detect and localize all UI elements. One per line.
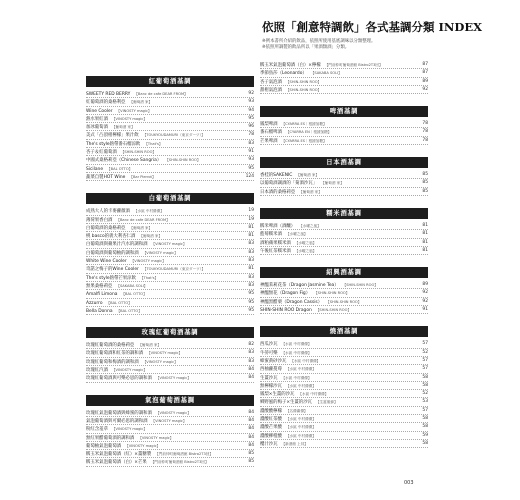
entry-page-number: 57 (420, 357, 428, 365)
entry-page-number: 95 (246, 115, 254, 123)
entry-source: 【VINOSTY magic】 (155, 376, 191, 381)
entry-page-number: 81 (246, 265, 254, 273)
entry-name: 桃 basco的義大利杏仁酒 (86, 234, 136, 240)
page-title: 依照「創意特調飲」各式基調分類 INDEX (262, 20, 483, 34)
entry-page-number: 93 (246, 98, 254, 106)
entry-name: 紅葡萄酒的桑格利亞 (86, 100, 126, 106)
entry-source: 【SAKABA SOLI】 (310, 71, 342, 76)
entry-source: 【水區 中村優優】 (285, 383, 316, 388)
entry-name: 糯玉米氣泡葡萄酒（白）×芒果 (86, 460, 147, 466)
index-entry (86, 131, 254, 139)
entry-page-number: 81 (420, 222, 428, 230)
entry-page-number: 85 (246, 450, 254, 458)
index-entry (260, 374, 428, 382)
index-entry (86, 240, 254, 248)
index-entry (86, 417, 254, 425)
entry-source: 【水區 中村優優】 (281, 342, 312, 347)
index-entry (86, 299, 254, 307)
index-entry (260, 298, 428, 306)
entry-name: 日本酒的桑格莉亞 (260, 189, 296, 195)
page-subtitle (262, 39, 430, 51)
entry-page-number: 78 (420, 120, 428, 128)
section-header: 玫瑰紅葡萄酒基調 (86, 327, 254, 338)
entry-page-number: 95 (246, 290, 254, 298)
entry-name: 薄荷果香白酒 (86, 217, 113, 223)
entry-name: 以葡萄酒調酒的「菊酒沙瓦」 (260, 181, 318, 187)
entry-source: 【門前仲町葡萄酒館 Bistro2T3回】 (150, 460, 209, 465)
entry-source: 【水曜之風】 (294, 240, 317, 245)
entry-name: 杏子氣泡酒 (260, 79, 282, 85)
entry-page-number: 83 (246, 349, 254, 357)
entry-name: SHIN-SHIN ROO Dragon (260, 308, 312, 314)
index-entry (260, 415, 428, 423)
section-header: 氣泡葡萄酒基調 (86, 395, 254, 406)
entry-name: 蔬菜自製HOT Wine (86, 174, 126, 180)
entry-source: 【SHIN-SHIN ROO】 (285, 87, 322, 92)
entry-name: 糯玉米氣泡葡萄酒（紅）×薑糖漿 (86, 452, 152, 458)
entry-name: The's style熱帶芒果涼飲 (86, 275, 136, 281)
index-entry (260, 440, 428, 448)
entry-page-number: 91 (420, 306, 428, 314)
entry-name: 無紅果醋葡萄酒的調和酒 (86, 435, 135, 441)
index-entry (86, 257, 254, 265)
index-entry (86, 307, 254, 315)
index-entry (86, 173, 254, 181)
entry-name: 神醞無花（Dragon Fig） (260, 291, 311, 297)
entry-source: 【水區 中村優優】 (285, 425, 316, 430)
index-entry (260, 432, 428, 440)
entry-page-number: 94 (246, 107, 254, 115)
entry-name: 奇諾之梅子的Wine Cooler (86, 267, 139, 273)
entry-name: 白葡萄酒與蘋果汁汽水的調和酒 (86, 242, 148, 248)
entry-source: 【門前仲町葡萄酒館 Bistro2T3回】 (324, 63, 383, 67)
entry-source: 【門前仲町葡萄酒館 Bistro2T3回】 (155, 452, 213, 457)
entry-source: 【VINOSTY magic】 (155, 410, 191, 415)
index-entry (260, 423, 428, 431)
index-entry (86, 123, 254, 131)
entry-name: 濃酸酸檸檬 (260, 408, 282, 414)
entry-page-number: 84 (246, 434, 254, 442)
entry-page-number: 124 (244, 173, 254, 181)
index-entry (86, 358, 254, 366)
entry-name: 成熟大人的卡麥蘿薇酒 (86, 209, 130, 215)
entry-source: 【VINOSTY magic】 (111, 368, 147, 373)
entry-name: 蜂蜜黃砂沙瓦 (260, 358, 287, 364)
entry-page-number: 57 (420, 365, 428, 373)
index-entry (86, 107, 254, 115)
entry-source: 【SHIN-SHIN ROO】 (315, 308, 352, 313)
entry-name: 季節鳥莎（Leonardo） (260, 71, 307, 77)
entry-source: 【SHIN-SHIN ROO】 (342, 283, 378, 288)
index-entry (86, 349, 254, 357)
entry-source: 【水區 中村優優】 (285, 433, 316, 438)
index-entry (86, 458, 254, 466)
entry-source: 【SHIN-SHIN ROO】 (285, 79, 322, 84)
entry-source: 【葡萄酒 家】 (129, 225, 153, 230)
entry-source: 【水區 中村優優】 (133, 209, 164, 214)
index-entry (86, 90, 254, 98)
entry-name: 糯米啤酒（酒釀） (260, 223, 296, 229)
entry-page-number: 83 (246, 140, 254, 148)
entry-page-number: 83 (246, 257, 254, 265)
entry-name: 葡萄柚氣泡葡萄酒 (86, 443, 122, 449)
index-entry (260, 128, 428, 136)
entry-page-number: 81 (420, 247, 428, 255)
index-entry (86, 290, 254, 298)
entry-source: 【名優庸優】 (285, 408, 308, 413)
index-entry (260, 289, 428, 297)
index-entry (260, 349, 428, 357)
entry-name: 加冰葡萄酒 (86, 125, 108, 131)
entry-name: 西柚蘿蔓莓 (260, 367, 282, 373)
entry-page-number: 95 (246, 165, 254, 173)
subtitle-line: ※依照所調製的飲品所以「果酒類酒」分類。 (262, 45, 350, 51)
index-entry (86, 165, 254, 173)
index-entry (86, 98, 254, 106)
index-entry (86, 224, 254, 232)
entry-name: The's style熱帶番石榴涼飲 (86, 141, 141, 147)
entry-name: 香桂的SAKENIC (260, 173, 293, 179)
entry-page-number: 87 (420, 69, 428, 77)
entry-page-number: 95 (246, 307, 254, 315)
entry-page-number: 84 (246, 417, 254, 425)
entry-source: 【水區 中村優優】 (290, 358, 321, 363)
entry-page-number: 93 (246, 156, 254, 164)
entry-page-number: 59 (420, 432, 428, 440)
index-entry (86, 265, 254, 273)
entry-name: 糯玉米氣泡葡萄酒（白）×檸檬 (260, 63, 321, 68)
entry-source: 【葡萄酒 家】 (139, 234, 163, 239)
entry-page-number: 96 (246, 123, 254, 131)
index-entry (260, 188, 428, 196)
entry-source: 【VINOSTY magic】 (125, 443, 161, 448)
index-entry (86, 409, 254, 417)
entry-name: 芒果啤酒 (260, 138, 278, 144)
entry-page-number: 82 (246, 341, 254, 349)
entry-source: 【Banc de cafe DEAR FROM】 (116, 217, 170, 222)
entry-page-number: 52 (420, 349, 428, 357)
index-entry (86, 232, 254, 240)
entry-source: 【水區 中村優優】 (281, 350, 312, 355)
entry-page-number: 84 (246, 366, 254, 374)
entry-page-number: 58 (420, 415, 428, 423)
entry-page-number: 58 (420, 382, 428, 390)
entry-source: 【VINOSTY magic】 (130, 259, 166, 264)
entry-name: 白葡萄酒與葡萄柚的調和酒 (86, 250, 139, 256)
entry-source: 【葡萄酒 家】 (129, 100, 153, 105)
index-entry (260, 86, 428, 94)
entry-page-number: 19 (246, 216, 254, 224)
entry-page-number: 92 (420, 298, 428, 306)
entry-source: 【葡萄酒 家】 (138, 343, 162, 348)
index-entry (260, 137, 428, 145)
entry-page-number: 52 (420, 390, 428, 398)
index-entry (86, 216, 254, 224)
entry-name: 西瓜沙瓦 (260, 342, 278, 348)
entry-source: 【水區 中村優優】 (285, 417, 316, 422)
entry-name: 濃酸芒果酸 (260, 425, 282, 431)
entry-name: 美式「凸頂柑檸檬」果汁飲 (86, 133, 139, 139)
entry-source: 【BAL OTTO】 (107, 166, 133, 171)
entry-source: 【水區 中村優優】 (298, 392, 329, 397)
entry-source: 【VINOSTY magic】 (111, 427, 147, 432)
index-entry (86, 374, 254, 382)
entry-page-number: 78 (246, 131, 254, 139)
index-entry (260, 171, 428, 179)
entry-name: 生薑沙瓦 (260, 375, 278, 381)
entry-source: 【水區 中村優優】 (281, 375, 312, 380)
entry-source: 【BAL OTTO】 (116, 308, 142, 313)
entry-source: 【水曜之風】 (299, 223, 321, 228)
entry-name: 無檸檬沙瓦 (260, 383, 282, 389)
entry-page-number: 85 (420, 179, 428, 187)
entry-page-number: 84 (246, 442, 254, 450)
entry-name: 藍莓糯米酒 (260, 232, 282, 238)
entry-source: 【葡萄酒 家】 (321, 181, 344, 186)
index-entry (86, 115, 254, 123)
index-entry (260, 407, 428, 415)
entry-page-number: 58 (420, 440, 428, 448)
entry-source: 【CYARRA EN｜根據加糖】 (285, 130, 332, 135)
entry-name: 無果桑格莉亞 (86, 283, 113, 289)
entry-source: 【SHIN-SHIN ROO】 (120, 150, 156, 155)
entry-source: 【CYARRA ES｜根據加糖】 (281, 138, 327, 143)
entry-page-number: 58 (420, 423, 428, 431)
entry-source: 【Bar Pierrot】 (129, 174, 156, 179)
index-entry (86, 442, 254, 450)
entry-name: 玫瑰紅葡萄和梅酒的調和酒 (86, 359, 139, 365)
index-entry (260, 306, 428, 314)
index-entry (86, 274, 254, 282)
section-header: 白葡萄酒基調 (86, 193, 254, 204)
index-entry (260, 179, 428, 187)
entry-source: 【BAL OTTO】 (121, 292, 147, 297)
entry-page-number: 83 (246, 240, 254, 248)
entry-page-number: 58 (420, 374, 428, 382)
entry-name: 玫瑰紅汽酒 (86, 368, 108, 374)
left-column (86, 76, 254, 467)
entry-name: 白葡萄酒的桑格莉亞 (86, 225, 126, 231)
section-header: 紅葡萄酒基調 (86, 76, 254, 87)
entry-source: 【水曜之風】 (294, 248, 317, 253)
entry-page-number: 83 (246, 282, 254, 290)
index-entry (86, 425, 254, 433)
entry-source: 【水曜之風】 (285, 232, 308, 237)
entry-page-number: 53 (420, 398, 428, 406)
entry-page-number: 81 (246, 232, 254, 240)
entry-source: 【SHIN-SHIN ROO】 (326, 299, 362, 304)
entry-source: 【新酒館 上邦】 (281, 441, 308, 446)
index-entry (260, 382, 428, 390)
index-entry (260, 239, 428, 247)
entry-page-number: 92 (420, 289, 428, 297)
entry-name: 櫻汁沙瓦 (260, 441, 278, 447)
entry-name: 熱水果紅酒 (86, 116, 108, 122)
entry-source: 【Banc de cafe DEAR FROM】 (134, 92, 188, 96)
index-entry (260, 120, 428, 128)
entry-name: Bella Donna (86, 308, 113, 314)
entry-page-number: 84 (246, 409, 254, 417)
section-header: 日本酒基調 (260, 157, 428, 168)
index-entry (260, 281, 428, 289)
entry-name: 杏子＆紅葡萄酒 (86, 150, 117, 156)
entry-name: 鄉野風的梅子×生薑的沙瓦 (260, 400, 312, 406)
entry-name: 玫瑰紅氣泡葡萄酒與蜂蜜的調和酒 (86, 410, 152, 416)
entry-page-number: 83 (246, 358, 254, 366)
entry-page-number: 85 (420, 171, 428, 179)
entry-source: 【TOUKYOUDAMURI（東京ダーツ）】 (142, 267, 206, 272)
section-header: 啤酒基調 (260, 106, 428, 117)
right-column (260, 61, 428, 448)
index-entry (260, 398, 428, 406)
entry-name: 牛蒡可樂 (260, 350, 278, 356)
entry-page-number: 92 (420, 86, 428, 94)
entry-source: 【That's】 (144, 141, 163, 146)
entry-page-number: 83 (246, 249, 254, 257)
entry-page-number: 85 (246, 458, 254, 466)
index-entry (260, 230, 428, 238)
entry-name: 神醞黑醋栗（Dragon Cassis） (260, 299, 323, 305)
index-entry (260, 390, 428, 398)
index-entry (86, 366, 254, 374)
index-entry (86, 249, 254, 257)
entry-source: 【BAL OTTO】 (106, 300, 132, 305)
entry-source: 【SHIN-SHIN ROO】 (165, 158, 201, 163)
index-entry (86, 148, 254, 156)
entry-name: 中國式桑格莉亞（Chinese Sangria） (86, 158, 162, 164)
entry-page-number: 91 (246, 148, 254, 156)
entry-source: 【VINOSTY magic】 (142, 359, 178, 364)
entry-name: Azzurro (86, 300, 103, 306)
entry-source: 【VINOSTY magic】 (116, 108, 152, 113)
entry-name: 玫瑰紅葡萄酒的桑格莉亞 (86, 343, 135, 349)
entry-source: 【VINOSTY magic】 (147, 351, 183, 356)
index-entry (86, 207, 254, 215)
index-entry (86, 450, 254, 458)
index-entry (86, 434, 254, 442)
entry-name: 氣泡葡萄酒與可爾必思的調和酒 (86, 418, 148, 424)
entry-name: 鳳梨×生薑的沙瓦 (260, 392, 295, 398)
index-entry (86, 140, 254, 148)
entry-name: Sicilane (86, 166, 104, 172)
index-entry (86, 341, 254, 349)
entry-page-number: 78 (420, 137, 428, 145)
entry-name: SWEETY RED BERRY (86, 92, 131, 97)
entry-name: White Wine Cooler (86, 259, 127, 265)
entry-name: 濃酸柳橙酸 (260, 433, 282, 439)
entry-page-number: 81 (420, 239, 428, 247)
entry-page-number: 92 (246, 90, 254, 98)
entry-source: 【VINOSTY magic】 (151, 242, 187, 247)
index-entry (260, 61, 428, 69)
entry-name: 濃酸紅茶酸 (260, 417, 282, 423)
entry-page-number: 83 (246, 274, 254, 282)
entry-name: 玫瑰紅葡萄酒和紅茶的調和酒 (86, 351, 144, 357)
entry-source: 【That's】 (139, 275, 159, 280)
entry-source: 【水區 中村優優】 (285, 367, 316, 372)
entry-source: 【VINOSTY magic】 (138, 435, 174, 440)
entry-source: 【CYARRA ES｜根據加糖】 (281, 122, 327, 127)
entry-source: 【TOUKYOUDAMURI（東京ダーツ）】 (142, 133, 205, 138)
entry-source: 【VINOSTY magic】 (111, 116, 147, 121)
entry-name: Amalfi Limona (86, 292, 118, 298)
index-header (262, 20, 483, 51)
entry-page-number: 87 (420, 61, 428, 69)
entry-page-number: 57 (420, 340, 428, 348)
entry-source: 【SAKABA SOLI】 (116, 283, 148, 288)
entry-page-number: 57 (420, 407, 428, 415)
page-number: 003 (404, 480, 414, 486)
entry-source: 【VINOSTY magic】 (142, 250, 178, 255)
entry-source: 【生薑蜜蜂】 (315, 400, 338, 405)
entry-name: 神醞茉莉花茶（Dragon Jasmine Tea） (260, 283, 339, 289)
entry-name: 甜柑氣泡酒 (260, 87, 282, 93)
section-header: 燒酒基調 (260, 326, 428, 337)
entry-source: 【VINOSTY magic】 (151, 418, 187, 423)
index-entry (260, 69, 428, 77)
entry-page-number: 78 (420, 128, 428, 136)
subtitle-line: ※例本書所介紹的飲品，依照所使用基底調味以分類整理。 (262, 39, 376, 44)
entry-page-number: 89 (420, 78, 428, 86)
section-header: 紹興酒基調 (260, 267, 428, 278)
entry-page-number: 81 (420, 230, 428, 238)
index-entry (260, 365, 428, 373)
entry-page-number: 81 (246, 224, 254, 232)
entry-source: 【葡萄酒 家】 (299, 189, 322, 194)
entry-name: 粉紅含羞草 (86, 427, 108, 433)
index-entry (260, 222, 428, 230)
index-entry (260, 340, 428, 348)
index-entry (86, 156, 254, 164)
entry-name: Wine Cooler (86, 108, 113, 114)
entry-page-number: 19 (246, 207, 254, 215)
entry-name: 鳳梨啤酒 (260, 122, 278, 128)
index-entry (260, 78, 428, 86)
entry-name: 酒粕蘋果糯米酒 (260, 240, 291, 246)
entry-page-number: 84 (246, 374, 254, 382)
entry-source: 【葡萄酒 家】 (296, 173, 320, 178)
index-entry (86, 282, 254, 290)
entry-source: 【SHIN-SHIN ROO】 (314, 291, 350, 296)
entry-name: 玫瑰紅葡萄酒與可樂必思的調和酒 (86, 376, 152, 382)
entry-name: 午後紅茶糯米酒 (260, 248, 291, 254)
index-entry (260, 247, 428, 255)
entry-name: 番石榴啤酒 (260, 130, 282, 136)
entry-page-number: 89 (420, 281, 428, 289)
entry-page-number: 85 (420, 188, 428, 196)
index-entry (260, 357, 428, 365)
entry-page-number: 95 (246, 299, 254, 307)
section-header: 糯米酒基調 (260, 208, 428, 219)
entry-source: 【葡萄酒 家】 (111, 125, 135, 130)
entry-page-number: 84 (246, 425, 254, 433)
